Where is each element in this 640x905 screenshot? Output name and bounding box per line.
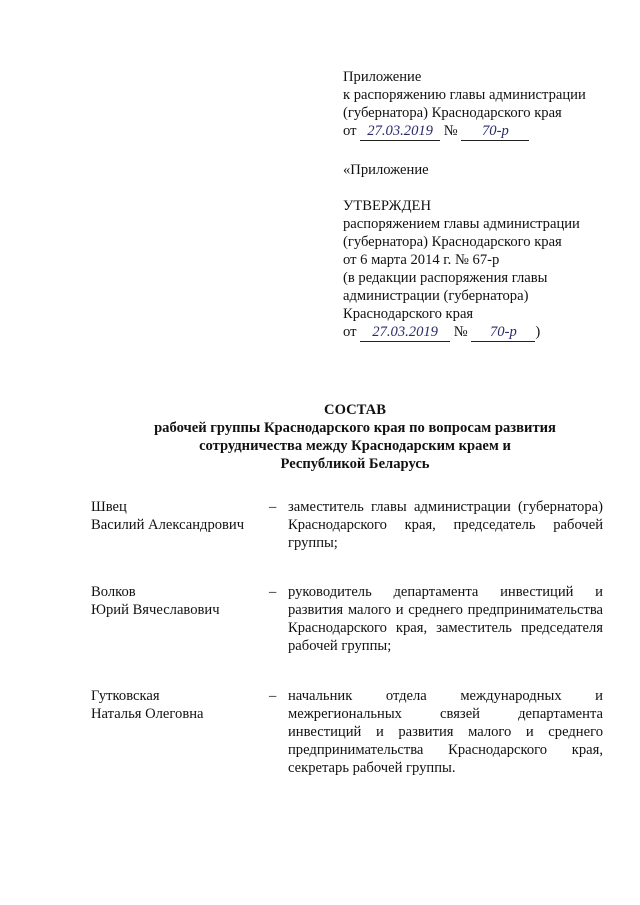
approved-line-6: Краснодарского края: [343, 306, 474, 322]
approved-line-4: (в редакции распоряжения главы: [343, 270, 548, 286]
approved-title: УТВЕРЖДЕН: [343, 198, 431, 214]
title-line-1: СОСТАВ: [324, 402, 386, 418]
member-dash: –: [269, 688, 277, 704]
member-given-names: Василий Александрович: [91, 517, 245, 533]
approved-close-paren: ): [535, 324, 541, 340]
header-num-sign: №: [443, 123, 458, 139]
member-given-names: Юрий Вячеславович: [91, 602, 220, 618]
appendix-header: [343, 68, 613, 141]
title-line-4: Республикой Беларусь: [280, 456, 430, 472]
header-line-2: к распоряжению главы администрации: [343, 87, 586, 103]
member-dash: –: [269, 584, 277, 600]
member-dash: –: [269, 499, 277, 515]
member-given-names: Наталья Олеговна: [91, 706, 204, 722]
header-ot: от: [343, 123, 357, 139]
header-date-line: [343, 122, 613, 141]
member-surname: Волков: [91, 584, 136, 600]
approved-line-2: (губернатора) Краснодарского края: [343, 234, 562, 250]
member-name: [91, 498, 261, 534]
header-line-3: (губернатора) Краснодарского края: [343, 105, 562, 121]
approved-date-line: [343, 323, 613, 342]
header-number-handwritten: 70-р: [461, 122, 529, 141]
member-role: руководитель департамента инвестиций и развития малого и среднего предпринимательства Краснодарского края, заместитель председателя рабочей группы;: [288, 584, 603, 654]
member-role: заместитель главы администрации (губернатора) Краснодарского края, председатель рабочей группы;: [288, 499, 603, 551]
member-name: [91, 687, 261, 723]
member-surname: Гутковская: [91, 688, 160, 704]
approved-date-handwritten: 27.03.2019: [360, 323, 450, 342]
member-surname: Швец: [91, 499, 127, 515]
approved-line-3: от 6 марта 2014 г. № 67-р: [343, 252, 500, 268]
title-line-2: рабочей группы Краснодарского края по вопросам развития: [154, 420, 556, 436]
header-line-1: Приложение: [343, 69, 422, 85]
header-date-handwritten: 27.03.2019: [360, 122, 440, 141]
member-name: [91, 583, 261, 619]
approved-ot: от: [343, 324, 357, 340]
title-line-3: сотрудничества между Краснодарским краем и: [199, 438, 511, 454]
approved-num-sign: №: [453, 324, 468, 340]
approved-line-1: распоряжением главы администрации: [343, 216, 580, 232]
document-title: [70, 401, 640, 473]
approved-number-handwritten: 70-р: [471, 323, 535, 342]
approved-line-5: администрации (губернатора): [343, 288, 529, 304]
member-role: начальник отдела международных и межрегиональных связей департамента инвестиций и развития малого и среднего предпринимательства Краснодарского края, секретарь рабочей группы.: [288, 688, 603, 776]
quote-appendix: «Приложение: [343, 162, 429, 178]
approved-block: [343, 161, 613, 342]
